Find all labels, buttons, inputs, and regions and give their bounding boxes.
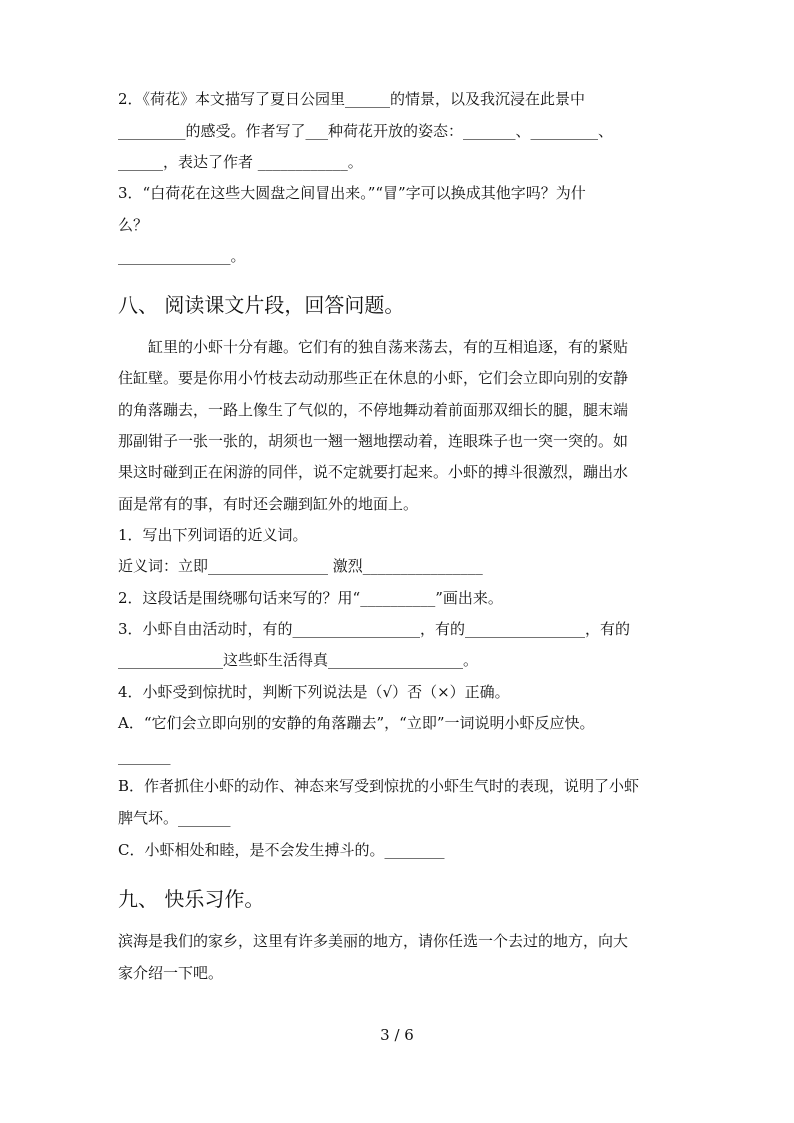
passage-line-3: 的角落蹦去，一路上像生了气似的，不停地舞动着前面那双细长的腿，腿末端 xyxy=(118,401,629,419)
q8-4-intro: 4．小虾受到惊扰时，判断下列说法是（√）否（×）正确。 xyxy=(118,683,510,701)
passage-line-4: 那副钳子一张一张的，胡须也一翘一翘地摆动着，连眼珠子也一突一突的。如 xyxy=(118,432,629,450)
q8-4-b-line-1: B．作者抓住小虾的动作、神态来写受到惊扰的小虾生气时的表现，说明了小虾 xyxy=(118,777,640,795)
writing-prompt-line-2: 家介绍一下吧。 xyxy=(118,964,224,982)
q8-1-text: 1．写出下列词语的近义词。 xyxy=(118,526,308,544)
q7-2-line-2: _________的感受。作者写了___种荷花开放的姿态：_______、_________、 xyxy=(118,122,614,140)
q7-2-line-1: 2．《荷花》本文描写了夏日公园里______的情景，以及我沉浸在此景中 xyxy=(118,90,586,108)
q8-3-line-1: 3．小虾自由活动时，有的_________________，有的________________，有的 xyxy=(118,620,631,638)
q7-3-answer-line: _______________。 xyxy=(118,247,246,265)
q8-4-a-line-1: A．“它们会立即向别的安静的角落蹦去”，“立即”一词说明小虾反应快。 xyxy=(118,714,595,732)
q8-4-a-answer: _______ xyxy=(118,747,171,765)
q7-3-line-1: 3．“白荷花在这些大圆盘之间冒出来。”“冒”字可以换成其他字吗？为什 xyxy=(118,184,586,202)
q8-3-line-2: ______________这些虾生活得真__________________。 xyxy=(118,651,479,669)
q8-1-answer-line: 近义词：立即________________ 激烈________________ xyxy=(118,557,483,575)
section-9-heading: 九、 快乐习作。 xyxy=(118,887,265,911)
q8-2-text: 2．这段话是围绕哪句话来写的？用“__________”画出来。 xyxy=(118,589,503,607)
q8-4-c-line-1: C．小虾相处和睦，是不会发生搏斗的。________ xyxy=(118,841,445,859)
q8-4-b-line-2: 脾气坏。_______ xyxy=(118,809,231,827)
page-number: 3 / 6 xyxy=(380,1026,414,1044)
writing-prompt-line-1: 滨海是我们的家乡，这里有许多美丽的地方，请你任选一个去过的地方，向大 xyxy=(118,932,629,950)
passage-line-5: 果这时碰到正在闲游的同伴，说不定就要打起来。小虾的搏斗很激烈，蹦出水 xyxy=(118,463,629,481)
passage-line-1: 缸里的小虾十分有趣。它们有的独自荡来荡去，有的互相追逐，有的紧贴 xyxy=(118,338,629,356)
q7-2-line-3: ______，表达了作者 ____________。 xyxy=(118,153,363,171)
q7-3-line-2: 么？ xyxy=(118,216,149,234)
passage-line-6: 面是常有的事，有时还会蹦到缸外的地面上。 xyxy=(118,495,419,513)
section-8-heading: 八、 阅读课文片段，回答问题。 xyxy=(118,293,405,317)
passage-line-2: 住缸壁。要是你用小竹枝去动动那些正在休息的小虾，它们会立即向别的安静 xyxy=(118,369,629,387)
